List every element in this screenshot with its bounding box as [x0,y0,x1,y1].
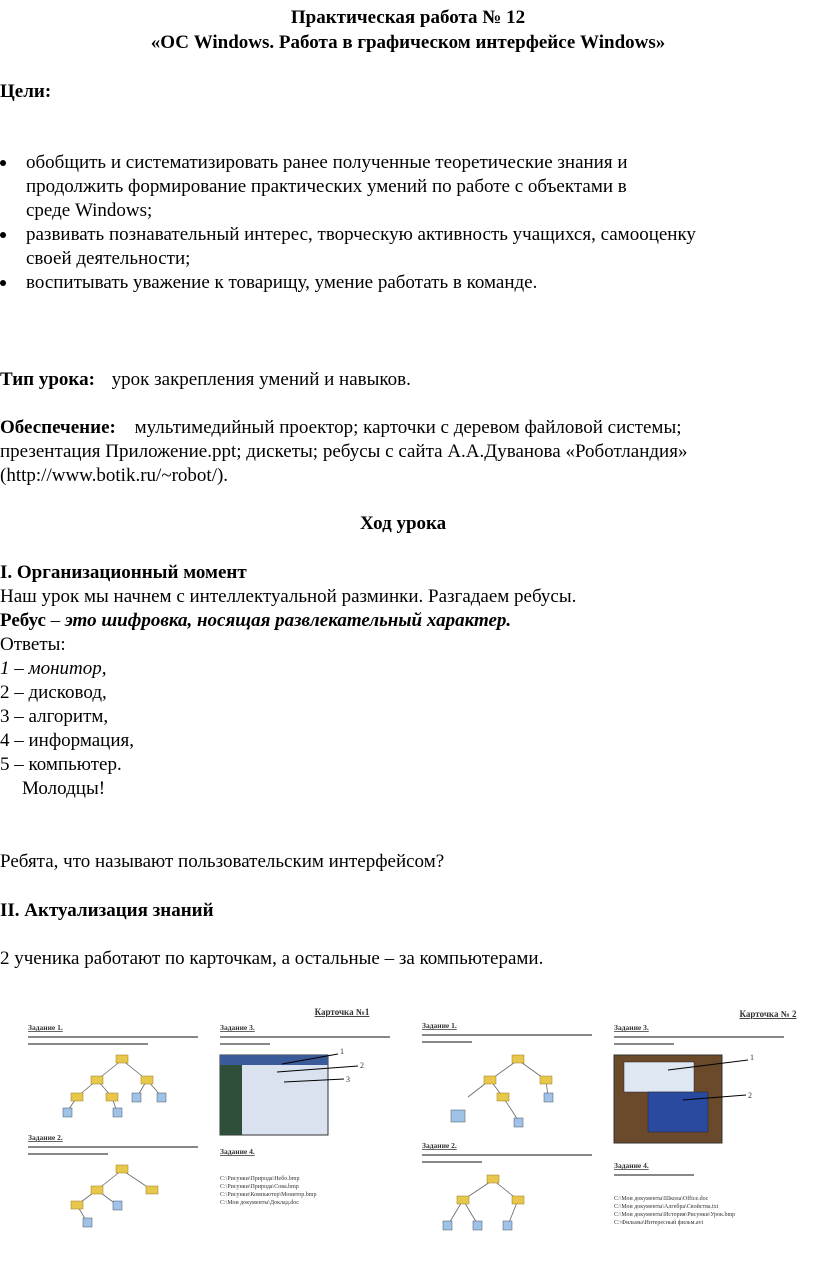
text-line [220,1036,390,1038]
card-1-task-1-title: Задание 1. [28,1023,63,1032]
file-tree-icon [77,1170,152,1222]
equipment-text-1: мультимедийный проектор; карточки с деревом файловой системы; [134,417,682,438]
answer-1 [0,657,107,681]
equipment-label: Обеспечение: [0,417,116,438]
text-line [28,1146,198,1148]
goal-2-line-1: развивать познавательный интерес, творческую активность учащихся, самооценку [26,224,696,245]
course-heading: Ход урока [360,513,447,534]
rebus-label: Ребус [0,610,46,631]
callout-1: 1 [750,1053,754,1062]
card-2-path-2: C:\Мои документы\Алгебра\Свойства.txt [614,1204,719,1210]
text-line [28,1036,198,1038]
file-tree-icon [468,1060,548,1120]
text-line [422,1161,482,1163]
equipment-line-3: (http://www.botik.ru/~robot/). [0,465,229,486]
callout-1: 1 [340,1047,344,1056]
title-line-2: «ОС Windows. Работа в графическом интерфейсе Windows» [150,32,666,53]
answer-2: 2 – дисковод, [0,682,107,703]
card-2-path-1: C:\Мои документы\Школа\Office.doc [614,1196,709,1202]
text-line [422,1034,592,1036]
dialog-window [624,1062,694,1092]
answer-4: 4 – информация, [0,730,135,751]
goal-3-line-1: воспитывать уважение к товарищу, умение работать в команде. [26,272,538,293]
title-line-1: Практическая работа № 12 [290,7,526,28]
card-2-task-2-title: Задание 2. [422,1141,457,1150]
card-1-title: Карточка №1 [314,1007,370,1017]
text-line [28,1153,108,1155]
text-line [614,1174,694,1176]
text-line [28,1043,148,1045]
answers-label: Ответы: [0,634,66,655]
goal-1-line-3: среде Windows; [26,200,153,221]
card-2-title: Карточка № 2 [739,1009,797,1019]
text-line [614,1036,784,1038]
callout-2: 2 [360,1061,364,1070]
text-line [220,1043,270,1045]
card-1-task-4-title: Задание 4. [220,1147,255,1156]
text-line [614,1043,674,1045]
bullet-icon [0,160,6,166]
text-line [422,1154,592,1156]
goal-1-line-2: продолжить формирование практических умений по работе с объектами в [26,176,627,197]
window-sidebar [220,1065,242,1135]
answer-1-text: монитор, [28,658,107,679]
goal-2-line-2: своей деятельности; [26,248,191,269]
card-2-drawing [418,1000,798,1245]
answer-5: 5 – компьютер. [0,754,122,775]
lesson-type-value: урок закрепления умений и навыков. [111,369,411,390]
section-2-title: II. Актуализация знаний [0,900,214,921]
praise: Молодцы! [22,778,106,799]
lesson-type [0,368,411,392]
section-2-text: 2 ученика работают по карточкам, а остальные – за компьютерами. [0,948,544,969]
section-1-title: I. Организационный момент [0,562,247,583]
card-2-task-1-title: Задание 1. [422,1021,457,1030]
card-1-task-2-title: Задание 2. [28,1133,63,1142]
card-1-task-3-title: Задание 3. [220,1023,255,1032]
lesson-type-label: Тип урока: [0,369,95,390]
callout-2: 2 [748,1091,752,1100]
card-1-image [22,1000,412,1245]
card-1-path-3: C:\Рисунки\Компьютер\Монитор.bmp [220,1192,317,1198]
answer-1-num: 1 – [0,658,29,679]
card-2-task-3-title: Задание 3. [614,1023,649,1032]
window-titlebar [220,1055,328,1065]
interface-question: Ребята, что называют пользовательским интерфейсом? [0,851,445,872]
equipment-line-1 [0,416,681,440]
dialog-window [648,1092,708,1132]
bullet-icon [0,232,6,238]
goal-1-line-1: обобщить и систематизировать ранее полученные теоретические знания и [26,152,628,173]
card-2-task-4-title: Задание 4. [614,1161,649,1170]
rebus-dash: – [45,610,65,631]
card-1-path-4: C:\Мои документы\Доклад.doc [220,1200,299,1206]
card-2-path-4: C:\Фильмы\Интересный фильм.avi [614,1220,704,1226]
section-1-intro: Наш урок мы начнем с интеллектуальной разминки. Разгадаем ребусы. [0,586,577,607]
callout-3: 3 [346,1075,350,1084]
answer-3: 3 – алгоритм, [0,706,109,727]
card-1-path-1: C:\Рисунки\Природа\Небо.bmp [220,1176,300,1182]
bullet-icon [0,280,6,286]
card-1-path-2: C:\Рисунки\Природа\Сова.bmp [220,1184,299,1190]
text-line [422,1041,472,1043]
card-2-image [418,1000,798,1245]
goals-heading: Цели: [0,81,52,102]
rebus-text: это шифровка, носящая развлекательный характер. [64,610,512,631]
card-1-drawing [22,1000,412,1245]
equipment-line-2: презентация Приложение.ppt; дискеты; ребусы с сайта А.А.Дуванова «Роботландия» [0,441,688,462]
card-2-path-3: C:\Мои документы\История\Рисунки\Урок.bmp [614,1212,736,1218]
file-tree-icon [67,1060,162,1112]
rebus-definition [0,609,511,633]
